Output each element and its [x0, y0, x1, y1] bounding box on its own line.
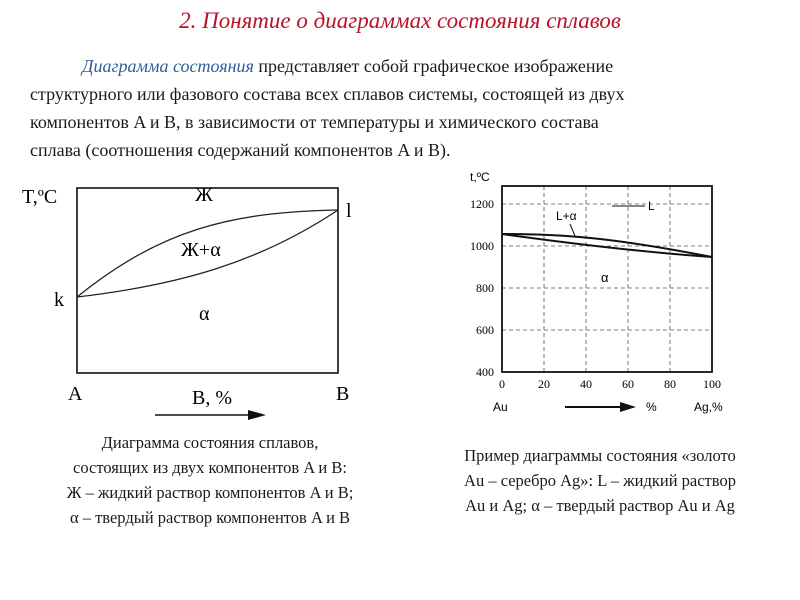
y-tick-labels — [470, 197, 494, 379]
left-caption-line: состоящих из двух компонентов A и B: — [73, 458, 347, 477]
y-tick-label: 800 — [476, 281, 494, 295]
left-caption-line: α – твердый раствор компонентов A и B — [69, 508, 351, 527]
intro-term: Диаграмма состояния — [82, 56, 254, 76]
x-label-percent: % — [646, 400, 657, 414]
y-tick-label: 1000 — [470, 239, 494, 253]
right-caption-line: Au и Ag; α – твердый раствор Au и Ag — [465, 496, 735, 515]
y-tick-label: 1200 — [470, 197, 494, 211]
region-two-phase-label: Ж+α — [181, 239, 221, 261]
solidus-line — [502, 234, 712, 257]
x-tick-label: 80 — [664, 377, 676, 391]
x-tick-label: 40 — [580, 377, 592, 391]
region-alpha-label: α — [601, 270, 609, 285]
x-label-au: Au — [493, 400, 508, 414]
intro-line-1-rest: представляет собой графическое изображение — [258, 56, 614, 76]
y-axis-label: t,ºC — [470, 170, 490, 184]
intro-line-1 — [30, 52, 770, 80]
diagram-frame — [77, 188, 338, 373]
x-tick-label: 60 — [622, 377, 634, 391]
intro-line-2: структурного или фазового состава всех сплавов системы, состоящей из двух — [30, 84, 625, 104]
x-tick-label: 100 — [703, 377, 721, 391]
right-caption-line: Пример диаграммы состояния «золото — [464, 446, 736, 465]
point-k-label: k — [54, 289, 64, 311]
corner-b-label: B — [336, 383, 350, 405]
binary-phase-diagram — [10, 170, 380, 430]
x-axis-label: B, % — [192, 387, 232, 409]
x-tick-labels — [499, 377, 721, 391]
region-liquid-label: Ж — [195, 184, 213, 206]
x-tick-label: 0 — [499, 377, 505, 391]
y-axis-label: T,ºC — [22, 186, 58, 208]
x-tick-label: 20 — [538, 377, 550, 391]
x-label-ag: Ag,% — [694, 400, 723, 414]
left-caption-line: Ж – жидкий раствор компонентов A и B; — [66, 483, 354, 502]
x-arrow-head — [620, 402, 636, 412]
page-title: 2. Понятие о диаграммах состояния сплавов — [179, 8, 621, 33]
au-ag-phase-diagram — [455, 165, 755, 425]
region-two-phase-label: L+α — [556, 209, 577, 223]
composition-arrow-head — [248, 410, 266, 420]
intro-line-4: сплава (соотношения содержаний компонентов A и B). — [30, 140, 451, 160]
intro-paragraph — [30, 52, 770, 164]
right-caption-line: Au – серебро Ag»: L – жидкий раствор — [464, 471, 736, 490]
intro-line-3: компонентов A и B, в зависимости от температуры и химического состава — [30, 112, 599, 132]
region-L-label: L — [648, 199, 655, 213]
region-solid-label: α — [199, 303, 210, 325]
y-tick-label: 400 — [476, 365, 494, 379]
corner-a-label: A — [68, 383, 83, 405]
left-caption — [20, 430, 400, 530]
left-caption-line: Диаграмма состояния сплавов, — [101, 433, 319, 452]
label-two-phase-leader — [570, 224, 575, 236]
right-caption — [420, 443, 780, 518]
point-l-label: l — [346, 200, 352, 222]
y-tick-label: 600 — [476, 323, 494, 337]
